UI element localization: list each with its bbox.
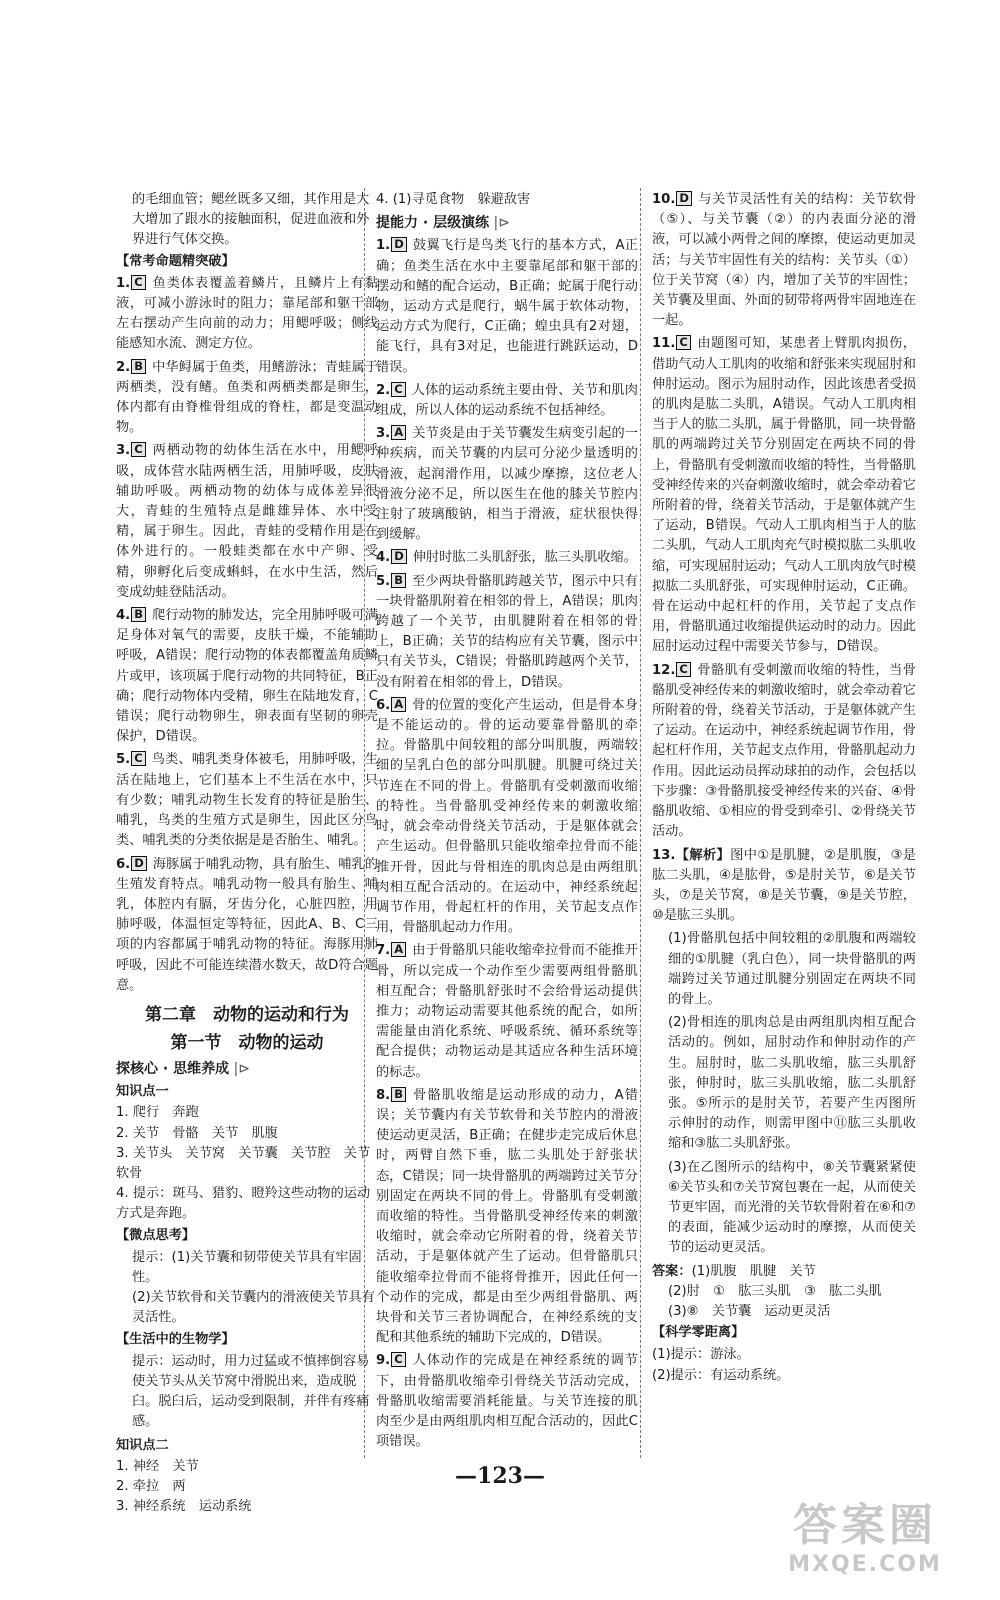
band-heading-text: 探核心 · 思维养成 bbox=[116, 1060, 230, 1077]
answer-item bbox=[376, 941, 638, 1082]
answer-item bbox=[376, 572, 638, 693]
answer-list bbox=[652, 190, 916, 843]
answer-choice-badge: C bbox=[676, 662, 690, 677]
answer-item bbox=[116, 274, 378, 355]
answer-item bbox=[376, 381, 638, 421]
page-number: —123— bbox=[455, 1463, 545, 1489]
section-heading: 【生活中的生物学】 bbox=[116, 1331, 235, 1347]
knowledge-point-heading: 知识点二 bbox=[116, 1437, 169, 1453]
answer-number: 8. bbox=[376, 1087, 391, 1103]
list-item: (2)提示：有运动系统。 bbox=[652, 1367, 790, 1383]
list-item: 1. 爬行 奔跑 bbox=[116, 1105, 199, 1121]
answer-choice-badge: C bbox=[131, 751, 145, 766]
answer-line bbox=[652, 1262, 916, 1282]
answer-number: 2. bbox=[376, 382, 391, 398]
answer-item bbox=[652, 190, 916, 331]
answer-choice-badge: D bbox=[676, 191, 692, 206]
section-title: 第一节 动物的运动 bbox=[170, 1032, 324, 1053]
answer-number: 12. bbox=[652, 662, 676, 678]
answer-item bbox=[376, 424, 638, 545]
answer-number: 6. bbox=[376, 697, 391, 713]
answer-number: 6. bbox=[116, 856, 131, 872]
answer-choice-badge: D bbox=[131, 856, 147, 871]
answer-text: (1)肌腹 肌腱 关节 bbox=[691, 1263, 816, 1279]
watermark-url: MXQE.COM bbox=[788, 1552, 942, 1577]
answer-text: 至少两块骨骼肌跨越关节，图示中只有一块骨骼肌附着在相邻的骨上，A错误；肌肉跨越了一个关节，由肌腱附着在相邻的骨上，B正确；关节的结构应有关节囊，图示中只有关节头，C错误；骨骼肌跨越两个关节，没有附着在相邻的骨上，D错误。 bbox=[376, 573, 638, 690]
answer-choice-badge: C bbox=[131, 442, 145, 457]
answer-text: 海豚属于哺乳动物，具有胎生、哺乳的生殖发育特点。哺乳动物一般具有胎生、哺乳，体腔内有膈，牙齿分化，心脏四腔，用肺呼吸，体温恒定等特征，因此A、B、C三项的内容都属于哺乳动物的特征。海豚用肺呼吸，因此不可能连续潜水数天，故D符合题意。 bbox=[116, 856, 378, 993]
column-right bbox=[652, 190, 916, 1386]
answer-text: 图中①是肌腱，②是肌腹，③是肱二头肌，④是肱骨，⑤是肘关节，⑥是关节头，⑦是关节窝，⑧是关节囊，⑨是关节腔，⑩是肱三头肌。 bbox=[652, 847, 916, 924]
answer-choice-badge: A bbox=[391, 425, 406, 440]
band-heading bbox=[376, 213, 638, 233]
list-item: 提示：(1)关节囊和韧带使关节具有牢固性。 bbox=[132, 1249, 362, 1285]
answer-item bbox=[116, 358, 378, 439]
answer-text: 鱼类体表覆盖着鳞片，且鳞片上有黏液，可减小游泳时的阻力；靠尾部和躯干部左右摆动产生向前的动力；用鳃呼吸；侧线能感知水流、测定方位。 bbox=[116, 275, 378, 352]
answer-number: 4. bbox=[116, 608, 131, 624]
answer-number: 2. bbox=[116, 359, 131, 375]
answer-number: 1. bbox=[116, 275, 131, 291]
answer-item bbox=[116, 606, 378, 747]
list-item: 1. 神经 关节 bbox=[116, 1458, 199, 1474]
answer-item bbox=[116, 441, 378, 603]
answer-item bbox=[376, 696, 638, 938]
answer-line: (3)⑧ 关节囊 运动更灵活 bbox=[668, 1303, 831, 1319]
answer-item bbox=[376, 1086, 638, 1349]
answer-item bbox=[116, 750, 378, 851]
answer-text: 人体的运动系统主要由骨、关节和肌肉组成，所以人体的运动系统不包括神经。 bbox=[376, 382, 638, 419]
list-item: 4. 提示：斑马、猎豹、瞪羚这些动物的运动方式是奔跑。 bbox=[116, 1186, 371, 1222]
answer-text: 由于骨骼肌只能收缩牵拉骨而不能推开骨，所以完成一个动作至少需要两组骨骼肌相互配合；骨骼肌舒张时不会给骨运动提供推力；动物运动需要其他系统的配合，如所需能量由消化系统、呼吸系统、循环系统等配合提供；动物运动是其适应各种生活环境的标志。 bbox=[376, 943, 638, 1080]
column-left bbox=[116, 190, 378, 1517]
list-item: (2)关节软骨和关节囊内的滑液使关节具有灵活性。 bbox=[132, 1290, 375, 1326]
answer-item bbox=[376, 548, 638, 568]
answer-text: 骨骼肌有受刺激而收缩的特性，当骨骼肌受神经传来的刺激收缩时，就会牵动着它所附着的骨，绕着关节活动，于是躯体就产生了运动。在运动中，神经系统起调节作用，骨起杠杆作用，关节起支点作用，骨骼肌起动力作用。因此运动员挥动球拍的动作，会包括以下步骤：③骨骼肌接受神经传来的兴奋、④骨骼肌收缩、①相应的骨受到牵引、②骨绕关节活动。 bbox=[652, 662, 916, 840]
answer-text: 鸟类、哺乳类身体被毛，用肺呼吸，生活在陆地上，它们基本上不生活在水中，只有少数；哺乳动物生长发育的特征是胎生、哺乳，鸟类的生殖方式是卵生，因此区分鸟类、哺乳类的分类依据是是否胎生、哺乳。 bbox=[116, 752, 378, 849]
paragraph: (1)骨骼肌包括中间较粗的②肌腹和两端较细的①肌腱（乳白色），同一块骨骼肌的两端跨过关节通过肌腱分别固定在两块不同的骨上。 bbox=[668, 931, 916, 1007]
paragraph: (3)在乙图所示的结构中，⑧关节囊紧紧使⑥关节头和⑦关节窝包裹在一起，从而使关节更牢固，而光滑的关节软骨附着在⑥和⑦的表面，能减少运动时的摩擦，从而使关节的运动更灵活。 bbox=[668, 1159, 916, 1256]
answer-text: 由题图可知，某患者上臂肌肉损伤，借助气动人工肌肉的收缩和舒张来实现屈肘和伸肘运动。图示为屈肘动作，因此该患者受损的肌肉是肱二头肌，A错误。气动人工肌肉相当于人的肱二头肌，属于骨骼肌，同一块骨骼肌的两端跨过关节分别固定在两块不同的骨上，骨骼肌有受刺激而收缩的特性，当骨骼肌受神经传来的兴奋刺激收缩时，就会牵动着它所附着的骨，绕着关节活动，于是躯体就产生了运动，B错误。气动人工肌肉相当于人的肱二头肌，气动人工肌肉充气时模拟肱二头肌收缩，可实现屈肘运动；气动人工肌肉放气时模拟肱二头肌舒张，可实现伸肘运动，C正确。骨在运动中起杠杆的作用，关节起了支点作用，骨骼肌通过收缩提供运动时的动力。因此屈肘运动过程中需要关节参与，D错误。 bbox=[652, 336, 916, 655]
double-arrow-icon: |⊳ bbox=[229, 1060, 250, 1077]
column-middle bbox=[376, 190, 638, 1455]
answer-item bbox=[652, 661, 916, 843]
answer-choice-badge: B bbox=[391, 1087, 406, 1102]
answer-number: 1. bbox=[376, 238, 391, 254]
answer-choice-badge: B bbox=[131, 607, 146, 622]
answer-text: 关节炎是由于关节囊发生病变引起的一种疾病，而关节囊的内层可分泌少量透明的滑液，起润滑作用，以减少摩擦，这位老人滑液分泌不足，所以医生在他的膝关节腔内注射了玻璃酸钠，相当于滑液，症状很快得到缓解。 bbox=[376, 426, 638, 543]
list-item: 2. 牵拉 两 bbox=[116, 1478, 186, 1494]
column-divider-2 bbox=[640, 188, 641, 1458]
answer-text: 骨骼肌收缩是运动形成的动力，A错误；关节囊内有关节软骨和关节腔内的滑液使运动更灵活，B正确；在健步走完成后休息时，两臂自然下垂，肱二头肌处于舒张状态，C错误；同一块骨骼肌的两端跨过关节分别固定在两块不同的骨上。骨骼肌有受刺激而收缩的特性。当骨骼肌受神经传来的刺激收缩时，就会牵动它所附着的骨，绕着关节活动，于是躯体就产生了运动。但骨骼肌只能收缩牵拉骨而不能将骨推开，因此任何一个动作的完成，都是由至少两组骨骼肌、两块骨和关节三者协调配合，在神经系统的支配和其他系统的辅助下完成的，D错误。 bbox=[376, 1087, 638, 1346]
intro-line: 大增加了跟水的接触面积，促进血液和外 bbox=[132, 212, 370, 228]
answer-number: 5. bbox=[116, 752, 131, 768]
intro-line: 界进行气体交换。 bbox=[132, 232, 238, 248]
section-heading: 【常考命题精突破】 bbox=[116, 253, 235, 269]
knowledge-point-heading: 知识点一 bbox=[116, 1084, 169, 1100]
answer-choice-badge: B bbox=[391, 573, 406, 588]
paragraph: (2)骨相连的肌肉总是由两组肌肉相互配合活动的。例如，屈肘动作和伸肘动作的产生。屈肘时，肱二头肌收缩，肱三头肌舒张，伸肘时，肱三头肌收缩，肱二头肌舒张。⑤所示的是肘关节，若要产生丙图所示伸肘的动作，则需甲图中⑪肱三头肌收缩和③肱二头肌舒张。 bbox=[668, 1015, 916, 1152]
list-item: 4. (1)寻觅食物 躲避敌害 bbox=[376, 192, 531, 207]
answer-number: 3. bbox=[376, 426, 391, 442]
paragraph: 提示：运动时，用力过猛或不慎摔倒容易使关节头从关节窝中滑脱出来，造成脱臼。脱臼后，运动受到限制，并伴有疼痛感。 bbox=[132, 1353, 370, 1430]
answer-choice-badge: B bbox=[131, 359, 146, 374]
answer-number: 7. bbox=[376, 943, 391, 959]
list-item: (1)提示：游泳。 bbox=[652, 1347, 750, 1363]
answer-item bbox=[376, 236, 638, 377]
answer-number: 3. bbox=[116, 443, 131, 459]
answer-number: 9. bbox=[376, 1353, 391, 1369]
answer-analysis-label: 13.【解析】 bbox=[652, 847, 731, 863]
answer-text: 与关节灵活性有关的结构：关节软骨（⑤）、与关节囊（②）的内表面分泌的滑液，可以减小两骨之间的摩擦，使运动更加灵活；与关节牢固性有关的结构：关节头（①）位于关节窝（④）内，增加了关节的牢固性；关节囊及里面、外面的韧带将两骨牢固地连在一起。 bbox=[652, 192, 916, 329]
answer-item bbox=[652, 334, 916, 657]
answer-text: 伸肘时肱二头肌舒张，肱三头肌收缩。 bbox=[412, 550, 637, 566]
intro-line: 的毛细血管；鳃丝既多又细，其作用是大 bbox=[132, 192, 370, 207]
answer-choice-badge: C bbox=[676, 335, 690, 350]
answer-text: 爬行动物的肺发达，完全用肺呼吸可满足身体对氧气的需要，皮肤干燥，不能辅助呼吸，A错误；爬行动物的体表都覆盖角质鳞片或甲，该项属于爬行动物的共同特征，B正确；爬行动物体内受精，卵生在陆地发育，C错误；爬行动物卵生，卵表面有坚韧的卵壳保护，D错误。 bbox=[116, 608, 378, 745]
band-heading-text: 提能力 · 层级演练 bbox=[376, 215, 490, 232]
answer-item bbox=[376, 1351, 638, 1452]
answer-item bbox=[652, 846, 916, 927]
list-item: 3. 关节头 关节窝 关节囊 关节腔 关节软骨 bbox=[116, 1145, 371, 1181]
answer-choice-badge: C bbox=[391, 382, 405, 397]
answer-choice-badge: C bbox=[131, 275, 145, 290]
list-item: 3. 神经系统 运动系统 bbox=[116, 1499, 252, 1515]
answer-line: (2)肘 ① 肱三头肌 ③ 肱二头肌 bbox=[668, 1283, 882, 1299]
answer-text: 人体动作的完成是在神经系统的调节下，由骨骼肌收缩牵引骨绕关节活动完成，骨骼肌收缩需要消耗能量。与关节连接的肌肉至少是由两组肌肉相互配合活动的，因此C项错误。 bbox=[376, 1353, 638, 1450]
answer-list bbox=[376, 236, 638, 1452]
chapter-title: 第二章 动物的运动和行为 bbox=[145, 1004, 349, 1025]
answer-choice-badge: A bbox=[391, 697, 406, 712]
answer-choice-badge: A bbox=[391, 942, 406, 957]
answer-number: 10. bbox=[652, 192, 676, 207]
answer-text: 中华鲟属于鱼类，用鳍游泳；青蛙属于两栖类，没有鳍。鱼类和两栖类都是卵生，体内都有由脊椎骨组成的脊柱，都是变温动物。 bbox=[116, 359, 378, 436]
answer-choice-badge: D bbox=[391, 549, 407, 564]
section-heading: 【微点思考】 bbox=[116, 1227, 196, 1243]
band-heading bbox=[116, 1059, 378, 1079]
watermark-logo bbox=[760, 1500, 970, 1590]
answer-list bbox=[116, 274, 378, 996]
answer-choice-badge: C bbox=[391, 1352, 405, 1367]
answer-text: 骨的位置的变化产生运动，但是骨本身是不能运动的。骨的运动要靠骨骼肌的牵拉。骨骼肌中间较粗的部分叫肌腹，两端较细的呈乳白色的部分叫肌腱。肌腱可绕过关节连在不同的骨上。骨骼肌有受刺激而收缩的特性。当骨骼肌受神经传来的刺激收缩时，就会牵动骨绕关节活动，于是躯体就会产生运动。但骨骼肌只能收缩牵拉骨而不能推开骨，因此与骨相连的肌肉总是由两组肌肉相互配合活动的。在运动中，神经系统起调节作用，骨起杠杆的作用，关节起支点作用，骨骼肌起动力作用。 bbox=[376, 697, 638, 936]
double-arrow-icon: |⊳ bbox=[489, 215, 510, 232]
answer-number: 11. bbox=[652, 336, 676, 352]
list-item: 2. 关节 骨骼 关节 肌腹 bbox=[116, 1125, 278, 1141]
answer-number: 5. bbox=[376, 573, 391, 589]
section-heading: 【科学零距离】 bbox=[652, 1325, 745, 1341]
answer-text: 两栖动物的幼体生活在水中，用鳃呼吸，成体营水陆两栖生活，用肺呼吸，皮肤辅助呼吸。两栖动物的幼体与成体差异很大，青蛙的生殖特点是雌雄异体、水中受精，属于卵生。因此，青蛙的受精作用是在体外进行的。一般蛙类都在水中产卵、受精，卵孵化后变成蝌蚪，在水中生活，然后变成幼蛙登陆活动。 bbox=[116, 443, 378, 600]
watermark-text: 答案圈 bbox=[793, 1500, 937, 1551]
answer-choice-badge: D bbox=[391, 237, 407, 252]
answer-item bbox=[116, 855, 378, 996]
answer-text: 鼓翼飞行是鸟类飞行的基本方式，A正确；鱼类生活在水中主要靠尾部和躯干部的摆动和鳍的配合运动，B正确；蛇属于爬行动物，运动方式是爬行，蜗牛属于软体动物，运动方式为爬行，C正确；蝗虫具有2对翅，能飞行，具有3对足，也能进行跳跃运动，D错误。 bbox=[376, 238, 638, 375]
answer-label: 答案： bbox=[652, 1263, 692, 1279]
answer-number: 4. bbox=[376, 550, 391, 566]
